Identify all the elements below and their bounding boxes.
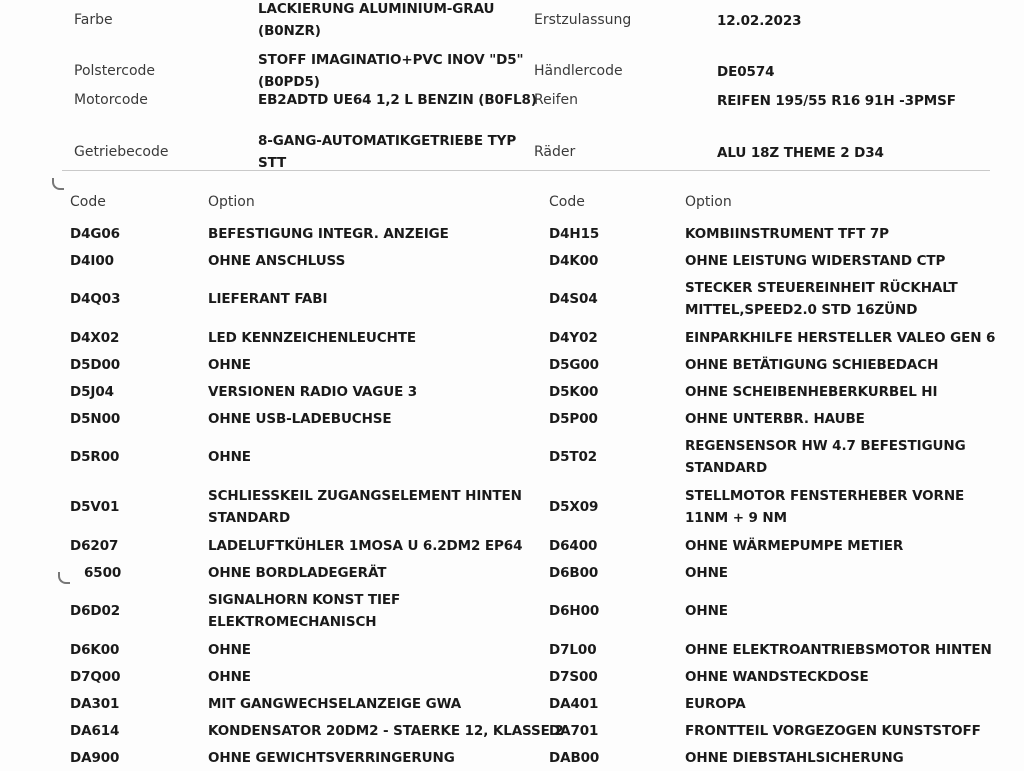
table-row	[0, 482, 1000, 532]
header-right-value: REIFEN 195/55 R16 91H -3PMSF	[717, 93, 956, 109]
option-text-left: STANDARD	[208, 510, 291, 526]
option-text-right: OHNE WANDSTECKDOSE	[685, 668, 869, 685]
option-text-right: EUROPA	[685, 695, 746, 712]
header-right-value: 12.02.2023	[717, 13, 802, 29]
option-code-left: D6D02	[70, 603, 121, 619]
table-row	[0, 586, 1000, 636]
option-text-left: LIEFERANT FABI	[208, 291, 328, 307]
table-row	[0, 247, 1000, 274]
option-text-right: STELLMOTOR FENSTERHEBER VORNE	[685, 488, 965, 504]
option-code-left: DA614	[70, 722, 120, 739]
option-code-right: D6400	[549, 537, 598, 554]
header-left-value: STT	[258, 155, 287, 171]
option-text-left: SIGNALHORN KONST TIEF	[208, 592, 401, 608]
header-left-label: Farbe	[74, 12, 113, 28]
option-text-right: OHNE DIEBSTAHLSICHERUNG	[685, 749, 904, 766]
table-row	[0, 663, 1000, 690]
header-right-label: Erstzulassung	[534, 12, 632, 28]
table-row	[0, 690, 1000, 717]
option-text-left: OHNE	[208, 356, 251, 373]
option-code-left: D5V01	[70, 499, 120, 515]
table-header-code-left: Code	[70, 194, 106, 210]
option-text-right: 11NM + 9 NM	[685, 510, 787, 526]
option-code-right: D5K00	[549, 383, 599, 400]
option-text-right: OHNE LEISTUNG WIDERSTAND CTP	[685, 252, 946, 269]
option-code-left: D5N00	[70, 410, 121, 427]
header-left-value: (B0PD5)	[258, 74, 320, 90]
table-row	[0, 717, 1000, 744]
option-text-right: OHNE WÄRMEPUMPE METIER	[685, 537, 904, 554]
option-code-left: D5D00	[70, 356, 121, 373]
option-text-left: KONDENSATOR 20DM2 - STAERKE 12, KLASSE 2	[208, 722, 564, 739]
option-code-right: D5P00	[549, 410, 598, 427]
table-row	[0, 378, 1000, 405]
option-code-right: D5G00	[549, 356, 599, 373]
option-text-left: OHNE	[208, 449, 251, 465]
table-row	[0, 220, 1000, 247]
table-row	[0, 351, 1000, 378]
header-left-label: Getriebecode	[74, 144, 169, 160]
table-row	[0, 559, 1000, 586]
scan-mark	[52, 178, 64, 190]
table-row	[0, 274, 1000, 324]
option-text-right: OHNE	[685, 603, 728, 619]
table-header-option-right: Option	[685, 194, 732, 210]
option-code-right: D5T02	[549, 449, 598, 465]
option-text-left: VERSIONEN RADIO VAGUE 3	[208, 383, 418, 400]
header-left-value: (B0NZR)	[258, 23, 321, 39]
option-text-right: STECKER STEUEREINHEIT RÜCKHALT	[685, 280, 958, 296]
option-code-left: D4Q03	[70, 291, 121, 307]
option-code-left: D4I00	[70, 252, 114, 269]
option-code-right: D4S04	[549, 291, 598, 307]
option-code-right: D7L00	[549, 641, 597, 658]
table-header-code-right: Code	[549, 194, 585, 210]
header-left-label: Motorcode	[74, 92, 148, 108]
option-code-right: DAB00	[549, 749, 600, 766]
option-text-left: OHNE USB-LADEBUCHSE	[208, 410, 392, 427]
header-left-value: LACKIERUNG ALUMINIUM-GRAU	[258, 1, 495, 17]
table-row	[0, 432, 1000, 482]
header-right-label: Reifen	[534, 92, 579, 108]
header-right-value: DE0574	[717, 64, 775, 80]
option-code-right: D6H00	[549, 603, 600, 619]
option-code-left: D5R00	[70, 449, 120, 465]
option-code-left: 6500	[84, 564, 122, 581]
option-code-right: D4K00	[549, 252, 599, 269]
option-text-left: ELEKTROMECHANISCH	[208, 614, 377, 630]
header-right-label: Räder	[534, 144, 576, 160]
option-code-left: D7Q00	[70, 668, 121, 685]
option-text-left: LADELUFTKÜHLER 1MOSA U 6.2DM2 EP64	[208, 537, 523, 554]
table-row	[0, 744, 1000, 771]
option-text-left: MIT GANGWECHSELANZEIGE GWA	[208, 695, 462, 712]
option-text-right: EINPARKHILFE HERSTELLER VALEO GEN 6	[685, 329, 996, 346]
header-right-label: Händlercode	[534, 63, 623, 79]
header-left-label: Polstercode	[74, 63, 156, 79]
option-text-left: OHNE ANSCHLUSS	[208, 252, 346, 269]
option-text-right: OHNE SCHEIBENHEBERKURBEL HI	[685, 383, 938, 400]
option-text-left: OHNE GEWICHTSVERRINGERUNG	[208, 749, 455, 766]
header-right-value: ALU 18Z THEME 2 D34	[717, 145, 884, 161]
table-row	[0, 405, 1000, 432]
option-text-right: REGENSENSOR HW 4.7 BEFESTIGUNG	[685, 438, 966, 454]
header-left-value: STOFF IMAGINATIO+PVC INOV "D5"	[258, 52, 524, 68]
option-code-left: D5J04	[70, 383, 114, 400]
table-row	[0, 636, 1000, 663]
option-code-right: D7S00	[549, 668, 598, 685]
header-left-value: 8-GANG-AUTOMATIKGETRIEBE TYP	[258, 133, 517, 149]
option-code-left: D6207	[70, 537, 119, 554]
option-text-left: OHNE	[208, 668, 251, 685]
option-code-left: D4G06	[70, 225, 120, 242]
option-text-left: SCHLIESSKEIL ZUGANGSELEMENT HINTEN	[208, 488, 522, 504]
option-code-right: D4Y02	[549, 329, 598, 346]
option-code-right: D6B00	[549, 564, 599, 581]
option-text-left: BEFESTIGUNG INTEGR. ANZEIGE	[208, 225, 449, 242]
table-header-option-left: Option	[208, 194, 255, 210]
option-code-left: DA900	[70, 749, 120, 766]
option-text-left: OHNE	[208, 641, 251, 658]
option-code-right: DA401	[549, 695, 599, 712]
option-text-left: LED KENNZEICHENLEUCHTE	[208, 329, 416, 346]
option-text-right: STANDARD	[685, 460, 768, 476]
option-text-right: KOMBIINSTRUMENT TFT 7P	[685, 225, 889, 242]
table-row	[0, 324, 1000, 351]
section-divider	[62, 170, 990, 171]
option-code-right: DA701	[549, 722, 599, 739]
option-text-right: OHNE	[685, 564, 728, 581]
option-text-right: OHNE BETÄTIGUNG SCHIEBEDACH	[685, 356, 939, 373]
option-text-right: FRONTTEIL VORGEZOGEN KUNSTSTOFF	[685, 722, 981, 739]
table-row	[0, 532, 1000, 559]
option-code-left: DA301	[70, 695, 120, 712]
option-code-left: D4X02	[70, 329, 120, 346]
option-text-left: OHNE BORDLADEGERÄT	[208, 564, 387, 581]
option-text-right: OHNE ELEKTROANTRIEBSMOTOR HINTEN	[685, 641, 992, 658]
option-text-right: MITTEL,SPEED2.0 STD 16ZÜND	[685, 302, 918, 318]
header-left-value: EB2ADTD UE64 1,2 L BENZIN (B0FL8)	[258, 92, 537, 108]
option-code-right: D4H15	[549, 225, 600, 242]
option-code-right: D5X09	[549, 499, 599, 515]
option-code-left: D6K00	[70, 641, 120, 658]
option-text-right: OHNE UNTERBR. HAUBE	[685, 410, 865, 427]
